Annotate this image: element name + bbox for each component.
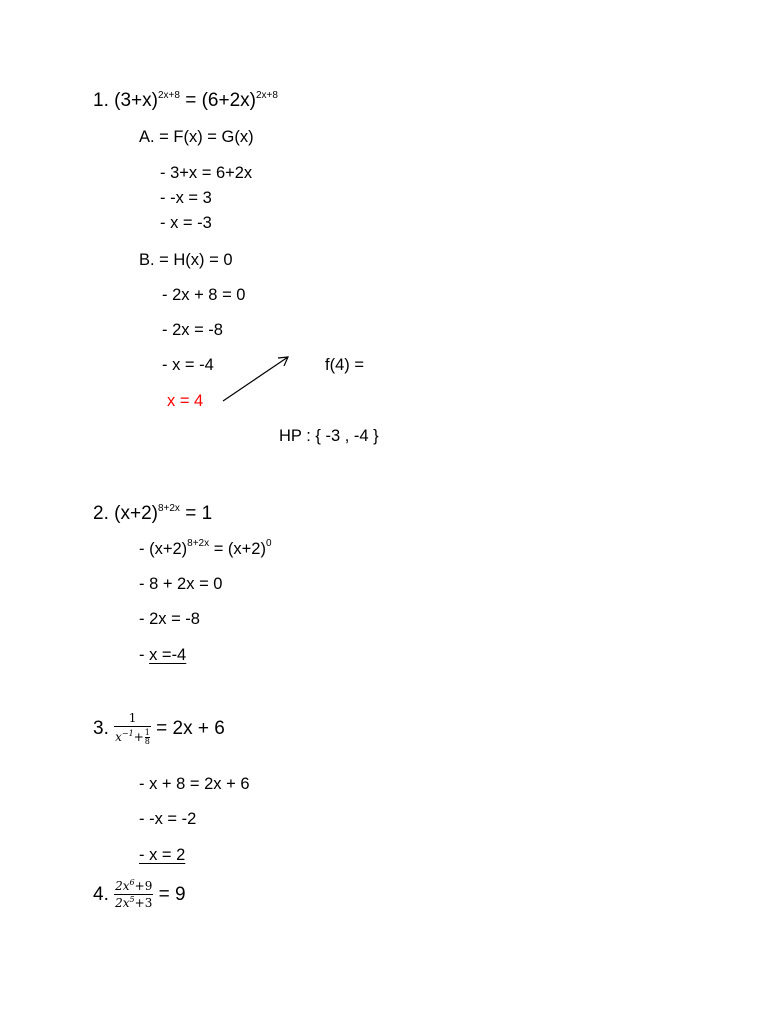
fraction-denominator	[114, 895, 153, 910]
problem-2-step-1	[139, 538, 272, 558]
problem-2-step-2: - 8 + 2x = 0	[139, 575, 223, 593]
part-b-step-1: - 2x + 8 = 0	[162, 286, 246, 304]
problem-number: 2.	[93, 503, 109, 524]
mini-fraction	[145, 729, 150, 746]
mini-numerator: 1	[144, 728, 150, 738]
problem-3-final: - x = 2	[139, 846, 186, 864]
rhs: = 9	[158, 884, 186, 906]
final-prefix: -	[139, 646, 150, 664]
base: (x+2)	[114, 503, 158, 524]
lhs-exponent: 2x+8	[157, 90, 180, 101]
part-b-title: B. = H(x) = 0	[139, 251, 233, 269]
fraction-denominator	[114, 727, 151, 746]
num-term: 2x	[115, 879, 130, 893]
step-mid: = (x+2)	[213, 540, 266, 558]
f-label: f(4) =	[325, 356, 364, 374]
fraction	[114, 880, 153, 910]
final-answer: x =-4	[149, 646, 187, 664]
solution-set: HP : { -3 , -4 }	[279, 427, 379, 445]
red-note: x = 4	[167, 392, 204, 410]
den-exponent: 5	[129, 895, 135, 905]
part-a-title: A. = F(x) = G(x)	[139, 128, 254, 146]
problem-2-step-3: - 2x = -8	[139, 610, 200, 628]
rhs: = 2x + 6	[156, 718, 225, 740]
den-exponent: −1	[121, 729, 134, 739]
problem-number: 1.	[93, 90, 109, 111]
problem-2-final	[139, 647, 186, 664]
rhs-base: (6+2x)	[201, 90, 256, 111]
exponent: 8+2x	[157, 503, 180, 514]
problem-4-equation	[93, 880, 186, 910]
lhs-base: (3+x)	[114, 90, 158, 111]
den-rest: +3	[134, 896, 153, 911]
part-a-step-1: - 3+x = 6+2x	[160, 164, 253, 182]
step-exponent-2: 0	[265, 538, 272, 549]
num-rest: +9	[134, 879, 153, 893]
problem-2-equation	[93, 504, 212, 523]
step-exponent: 8+2x	[187, 538, 210, 549]
equals-sign: =	[185, 90, 197, 111]
den-term: 2x	[115, 896, 130, 911]
rhs: = 1	[185, 503, 213, 524]
fraction	[114, 712, 151, 746]
den-plus: +	[133, 730, 144, 745]
step-prefix: - (x+2)	[139, 540, 188, 558]
part-a-step-2: - -x = 3	[160, 189, 212, 207]
problem-number: 4.	[93, 884, 109, 906]
part-b-step-2: - 2x = -8	[162, 321, 223, 339]
problem-3-equation	[93, 712, 225, 746]
part-a-step-3: - x = -3	[160, 214, 212, 232]
mini-denominator: 8	[144, 737, 150, 747]
den-variable: x	[115, 730, 122, 745]
fraction-numerator	[114, 880, 153, 895]
problem-3-step-1: - x + 8 = 2x + 6	[139, 775, 250, 793]
problem-3-step-2: - -x = -2	[139, 810, 197, 828]
part-b-step-3: - x = -4	[162, 356, 214, 374]
problem-number: 3.	[93, 718, 109, 740]
rhs-exponent: 2x+8	[256, 90, 278, 101]
fraction-numerator: 1	[114, 712, 151, 727]
num-exponent: 6	[129, 878, 135, 887]
